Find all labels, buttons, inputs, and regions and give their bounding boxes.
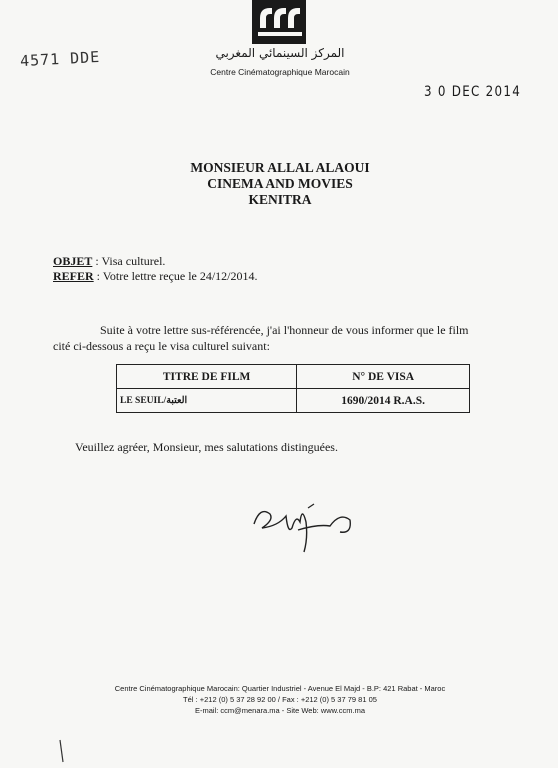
footer xyxy=(80,683,480,716)
recipient-city: KENITRA xyxy=(248,192,312,207)
film-title-cell: LE SEUIL/العتبة xyxy=(117,389,297,413)
refer-line xyxy=(53,269,258,284)
visa-table xyxy=(116,364,470,413)
pen-mark-icon xyxy=(56,738,68,764)
closing-line: Veuillez agréer, Monsieur, mes salutations distinguées. xyxy=(75,440,338,454)
refer-label: REFER xyxy=(53,269,94,283)
body-paragraph: Suite à votre lettre sus-référencée, j'ai l'honneur de vous informer que le film cité ci-dessous a reçu le visa culturel suivant: xyxy=(53,323,469,353)
footer-contact: E-mail: ccm@menara.ma - Site Web: www.ccm.ma xyxy=(194,706,365,715)
refer-text: : Votre lettre reçue le 24/12/2014. xyxy=(96,269,258,283)
recipient-company: CINEMA AND MOVIES xyxy=(207,176,353,191)
footer-address: Centre Cinématographique Marocain: Quartier Industriel - Avenue El Majd - B.P: 421 Rabat - Maroc xyxy=(114,684,446,693)
ccm-logo-icon xyxy=(252,0,306,44)
handwritten-reference: 4571 DDE xyxy=(19,47,101,71)
header-film-title: TITRE DE FILM xyxy=(117,365,297,389)
object-label: OBJET xyxy=(53,254,93,268)
org-name: Centre Cinématographique Marocain xyxy=(210,67,350,77)
recipient-address xyxy=(150,160,410,208)
object-text: : Visa culturel. xyxy=(95,254,166,268)
subject-block xyxy=(53,254,258,284)
footer-phone: Tél : +212 (0) 5 37 28 92 00 / Fax : +212 (0) 5 37 79 81 05 xyxy=(183,695,377,704)
recipient-name: MONSIEUR ALLAL ALAOUI xyxy=(190,160,370,175)
table-row xyxy=(117,389,470,413)
date-stamp: 3 0 DEC 2014 xyxy=(424,84,522,100)
signature-icon xyxy=(248,494,363,556)
object-line xyxy=(53,254,258,269)
table-header-row xyxy=(117,365,470,389)
header-visa-number: N° DE VISA xyxy=(297,365,470,389)
org-name-arabic: المركز السينمائي المغربي xyxy=(215,46,345,60)
visa-number-cell: 1690/2014 R.A.S. xyxy=(297,389,470,413)
